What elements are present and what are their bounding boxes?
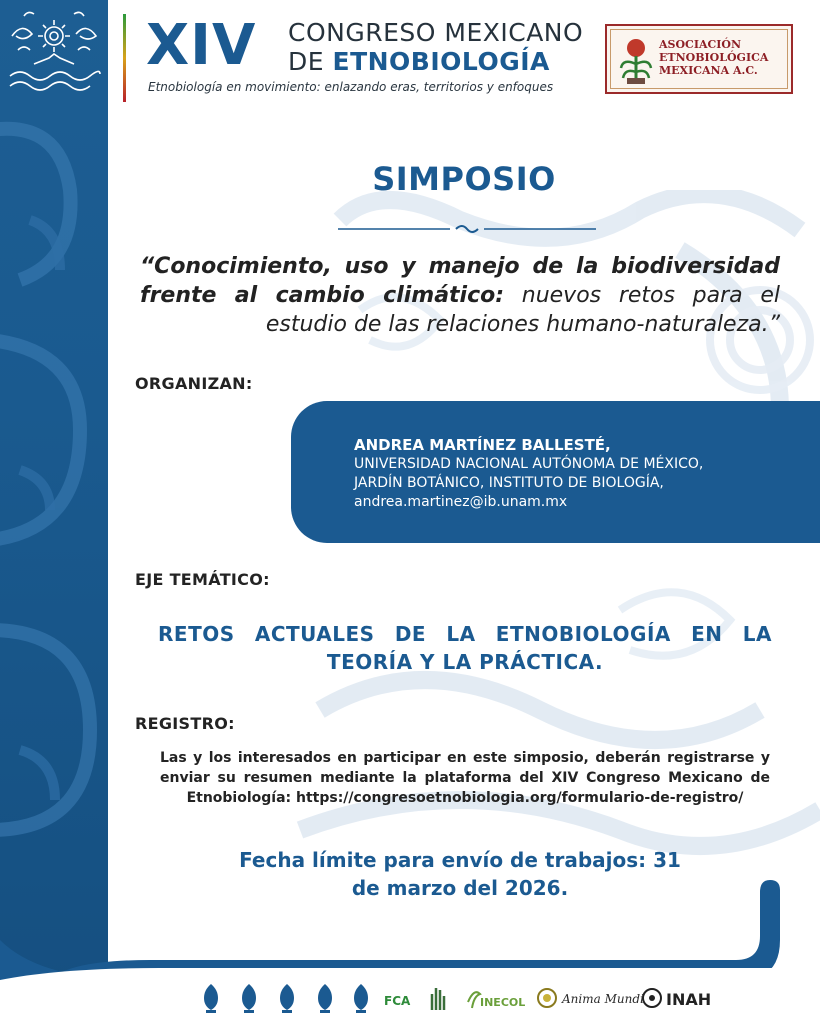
symposium-title <box>140 252 780 339</box>
hand-logo-icon <box>426 982 448 1014</box>
organizer-affiliation-1: UNIVERSIDAD NACIONAL AUTÓNOMA DE MÉXICO, <box>354 456 704 472</box>
uv-logo-2-icon <box>238 982 260 1014</box>
title-divider <box>338 222 596 236</box>
title-prefix: DE <box>288 47 333 76</box>
section-title: SIMPOSIO <box>372 160 556 198</box>
registro-text: Las y los interesados en participar en este simposio, deberán registrarse y enviar su resumen mediante la plataforma del XIV Congreso Mexicano de Etnobiología: https://congresoetnobiologia.org/formulario-de-registro/ <box>160 750 770 806</box>
uv-logo-3-icon <box>276 982 298 1014</box>
association-name <box>659 38 768 77</box>
left-sidebar-band <box>0 0 108 1023</box>
association-logo <box>605 24 793 94</box>
uv-logo-5-icon <box>350 982 372 1014</box>
congress-tagline: Etnobiología en movimiento: enlazando eras, territorios y enfoques <box>148 80 554 94</box>
uv-logo-4-icon <box>314 982 336 1014</box>
anima-mundi-logo: Anima Mundi <box>562 992 644 1006</box>
association-emblem-icon <box>615 34 657 86</box>
deadline-line1: Fecha límite para envío de trabajos: 31 <box>239 848 681 872</box>
fca-logo: FCA <box>384 994 411 1008</box>
symposium-title-regular: nuevos retos para el estudio de las relaciones humano-naturaleza.” <box>265 283 780 337</box>
uv-logo-icon <box>200 982 222 1014</box>
association-name-line1: ASOCIACIÓN <box>659 38 742 51</box>
organizer-affiliation-2: JARDÍN BOTÁNICO, INSTITUTO DE BIOLOGÍA, <box>354 475 664 491</box>
inecol-logo: INECOL <box>480 996 526 1009</box>
organizers-label: ORGANIZAN: <box>135 374 253 393</box>
congress-title-line2 <box>288 48 550 76</box>
inah-logo: INAH <box>666 990 712 1009</box>
deadline-line2: de marzo del 2026. <box>351 876 569 900</box>
congress-title-line1: CONGRESO MEXICANO <box>288 18 584 47</box>
organizer-name: ANDREA MARTÍNEZ BALLESTÉ, <box>354 436 611 454</box>
congress-logo-icon <box>4 6 104 98</box>
title-emphasis: ETNOBIOLOGÍA <box>332 47 550 76</box>
eje-text: RETOS ACTUALES DE LA ETNOBIOLOGÍA EN LA TEORÍA Y LA PRÁCTICA. <box>158 622 772 674</box>
association-name-line2: ETNOBIOLÓGICA <box>659 51 769 64</box>
anima-mundi-emblem-icon <box>536 982 558 1014</box>
eje-label: EJE TEMÁTICO: <box>135 570 270 589</box>
organizer-email[interactable]: andrea.martinez@ib.unam.mx <box>354 494 568 510</box>
congress-edition: XIV <box>146 13 257 78</box>
association-name-line3: MEXICANA A.C. <box>659 64 758 77</box>
symposium-title-bold: “Conocimiento, uso y manejo de la biodiversidad frente al cambio climático: <box>140 254 780 308</box>
organizer-panel <box>291 401 820 543</box>
header-color-bar <box>123 14 126 102</box>
registro-label: REGISTRO: <box>135 714 235 733</box>
partner-logos <box>200 982 760 1016</box>
inah-emblem-icon <box>640 982 664 1014</box>
